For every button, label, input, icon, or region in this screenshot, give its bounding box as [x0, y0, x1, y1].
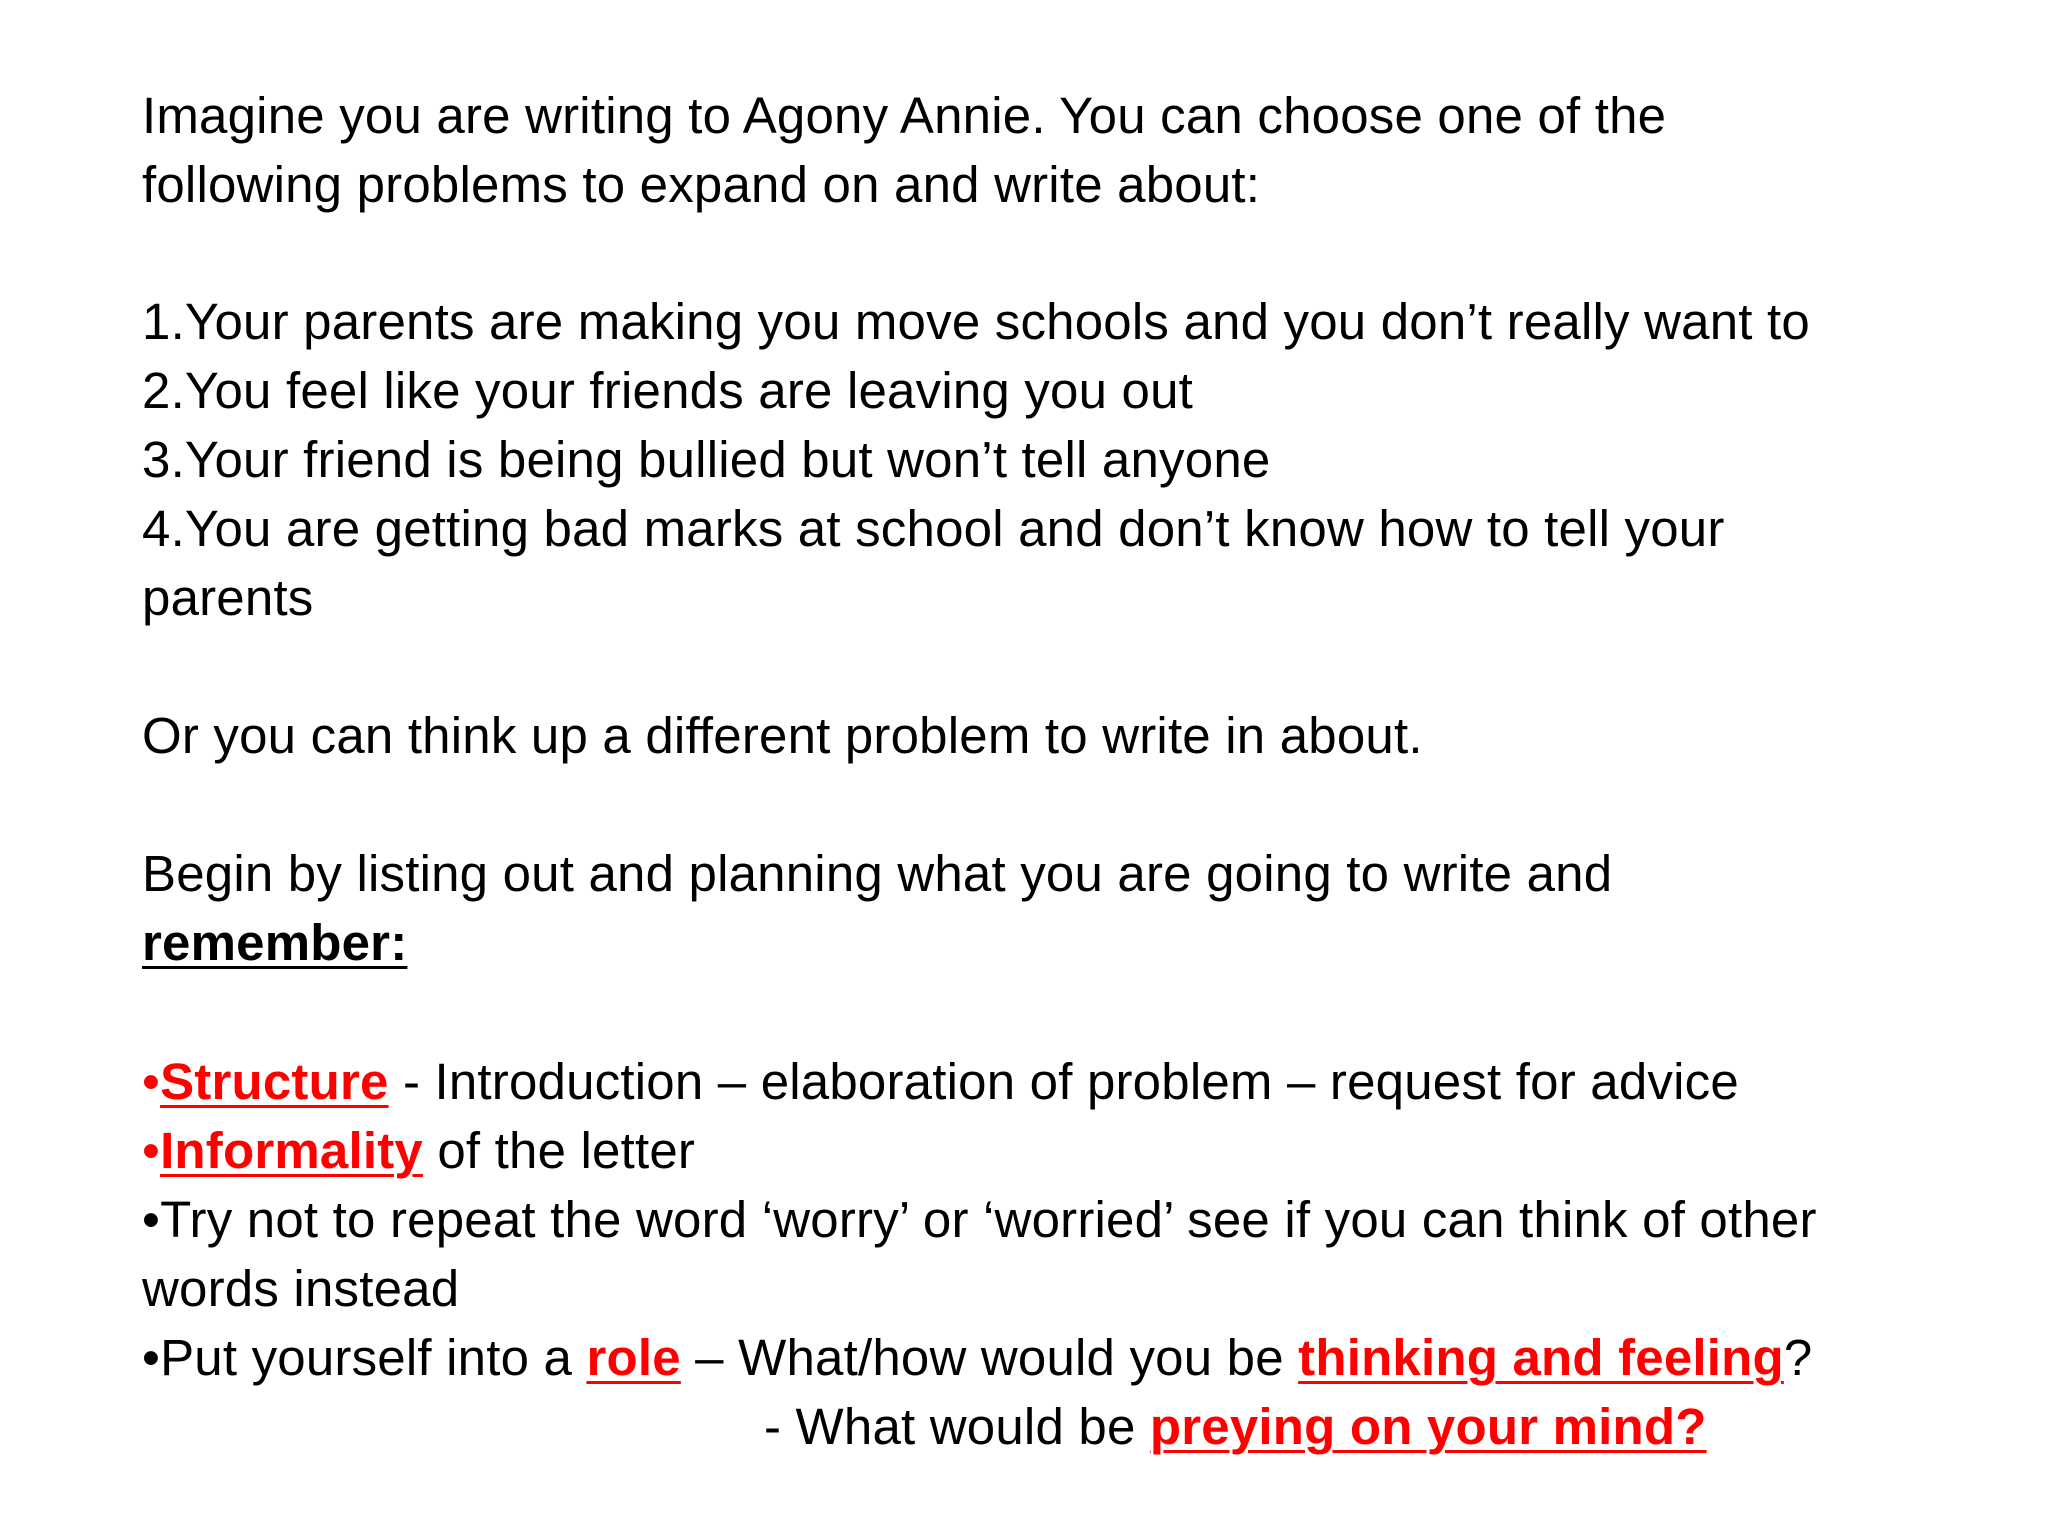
- bullet-icon: •: [142, 1122, 161, 1179]
- problem-item-2: 2.You feel like your friends are leaving you out: [142, 362, 1194, 419]
- bullet-icon: •: [142, 1329, 161, 1386]
- thinking-feeling-keyword: thinking and feeling: [1298, 1329, 1784, 1386]
- intro-line-1: Imagine you are writing to Agony Annie. You can choose one of the: [142, 87, 1667, 144]
- intro-line-2: following problems to expand on and write about:: [142, 156, 1261, 213]
- preying-on-mind-keyword: preying on your mind?: [1149, 1398, 1707, 1455]
- bullet-icon: •: [142, 1191, 161, 1248]
- planning-line: Begin by listing out and planning what you are going to write and: [142, 845, 1613, 902]
- bullet-role: [142, 1328, 1812, 1388]
- problem-item-4-continued: parents: [142, 569, 314, 626]
- bullet-worry: [142, 1190, 1817, 1250]
- remember-label: remember:: [142, 914, 408, 971]
- bullet-informality: [142, 1121, 695, 1181]
- problem-item-1: 1.Your parents are making you move schools and you don’t really want to: [142, 293, 1810, 350]
- role-keyword: role: [586, 1329, 681, 1386]
- role-middle: – What/how would you be: [680, 1329, 1299, 1386]
- bullet-structure: [142, 1052, 1739, 1112]
- worry-text: Try not to repeat the word ‘worry’ or ‘worried’ see if you can think of other: [160, 1191, 1817, 1248]
- problem-item-3: 3.Your friend is being bullied but won’t tell anyone: [142, 431, 1271, 488]
- problem-item-4: 4.You are getting bad marks at school and don’t know how to tell your: [142, 500, 1725, 557]
- role-suffix: ?: [1783, 1329, 1813, 1386]
- alternative-problem-text: Or you can think up a different problem to write in about.: [142, 707, 1423, 764]
- structure-description: - Introduction – elaboration of problem – request for advice: [388, 1053, 1739, 1110]
- remember-heading: [142, 913, 407, 973]
- informality-keyword: Informality: [160, 1122, 423, 1179]
- structure-keyword: Structure: [160, 1053, 389, 1110]
- mind-subpoint: [764, 1397, 1707, 1457]
- bullet-icon: •: [142, 1053, 161, 1110]
- informality-description: of the letter: [422, 1122, 696, 1179]
- bullet-worry-continued: words instead: [142, 1260, 460, 1317]
- mind-prefix: - What would be: [764, 1398, 1150, 1455]
- role-prefix: Put yourself into a: [160, 1329, 587, 1386]
